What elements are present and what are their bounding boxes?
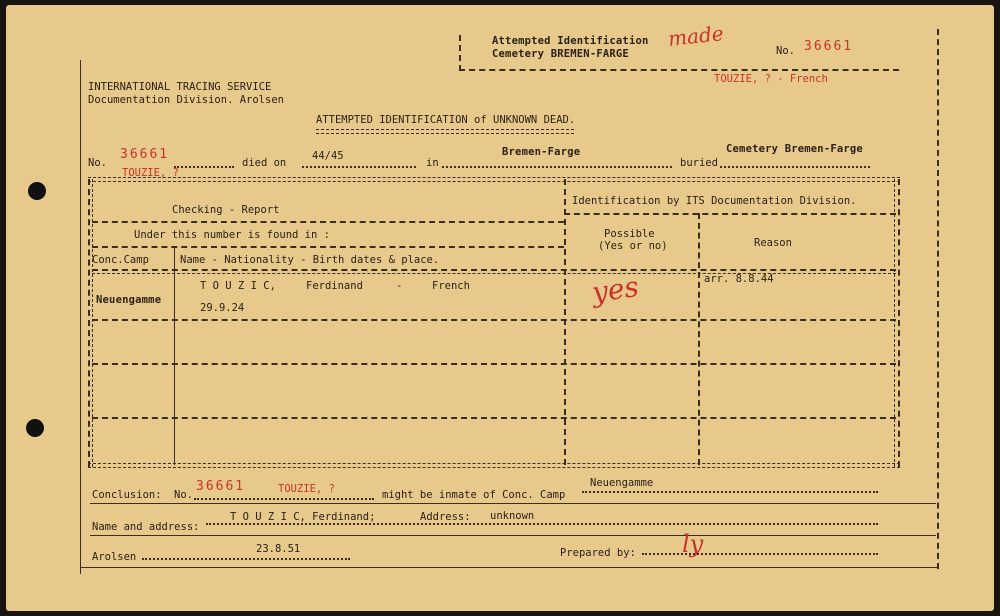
row1-reason: arr. 8.8.44 [704,273,774,285]
buried-place: Cemetery Bremen-Farge [726,143,863,155]
died-row-dots-2 [302,166,416,168]
header-no-value: 36661 [804,39,854,54]
died-row-no-label: No. [88,157,107,169]
name-address-name: T O U Z I C, Ferdinand; [230,511,376,523]
footer-date: 23.8.51 [256,543,301,555]
row1-birth: 29.9.24 [200,302,245,314]
table-bottom-border [88,463,900,468]
address-value: unknown [490,510,535,522]
col-name-header: Name - Nationality - Birth dates & place. [180,254,440,266]
header-box-left-border [459,35,461,71]
row-line-1 [92,319,896,321]
died-row-dots-1 [174,166,234,168]
line-under-identification [564,213,896,215]
died-row-red-name: TOUZIE, ? [122,167,179,179]
punch-hole-bottom [26,419,44,437]
org-line1: INTERNATIONAL TRACING SERVICE [88,81,272,93]
line-under-col-header-2 [92,273,896,274]
title-underline [316,129,574,130]
header-box-line1: Attempted Identification [492,35,649,47]
checking-report-header: Checking - Report [172,204,280,216]
name-address-label: Name and address: [92,521,200,533]
form-title: ATTEMPTED IDENTIFICATION of UNKNOWN DEAD. [316,114,576,126]
row-line-3 [92,417,896,419]
title-underline-2 [316,133,574,134]
divider-possible-reason [698,213,700,465]
identification-header: Identification by ITS Documentation Division. [572,195,857,207]
row1-dash: - [396,280,403,292]
line-under-checking [92,221,564,223]
divider-camp-name [174,247,175,465]
header-no-label: No. [776,45,795,57]
prepared-by-dots [642,553,878,555]
yes-or-no-header: (Yes or no) [598,240,668,252]
row1-nationality: French [432,280,470,292]
conclusion-rule [90,503,936,504]
footer-date-dots [142,558,350,560]
buried-label: buried [680,157,718,169]
footer-place: Arolsen [92,551,137,563]
prepared-by-initials: ly [682,530,704,558]
header-box-line2: Cemetery BREMEN-FARGE [492,48,629,60]
name-address-dots [206,523,878,525]
row1-first-name: Ferdinand [306,280,363,292]
conclusion-text: might be inmate of Conc. Camp [382,489,566,501]
table-top-border [88,177,900,182]
punch-hole-top [28,182,46,200]
footer-rule [80,567,938,568]
conclusion-number: 36661 [196,479,246,494]
row1-possible: yes [589,269,641,310]
conclusion-dots-1 [194,498,374,500]
line-under-col-header [92,269,896,271]
conclusion-camp: Neuengamme [590,477,654,489]
conclusion-dots-2 [582,491,878,493]
index-card [6,5,994,611]
table-right-border [898,179,900,467]
died-row-dots-4 [720,166,870,168]
header-red-name: TOUZIE, ? - French [714,73,828,85]
table-left-border [88,179,90,467]
died-place: Bremen-Farge [502,146,581,158]
died-row-number: 36661 [120,147,170,162]
prepared-by-label: Prepared by: [560,547,636,559]
possible-header: Possible [604,228,655,240]
conclusion-no-label: No. [174,489,193,501]
conclusion-label: Conclusion: [92,489,162,501]
reason-header: Reason [754,237,792,249]
row-line-2 [92,363,896,365]
line-under-under-number [92,246,564,248]
name-address-rule [90,535,936,536]
red-scrawl: made [666,21,725,51]
org-line2: Documentation Division. Arolsen [88,94,284,106]
died-row-dots-3 [442,166,672,168]
header-box-bottom-border [459,69,899,71]
address-label: Address: [420,511,471,523]
form-left-border [80,60,81,574]
row1-camp: Neuengamme [96,294,162,306]
divider-checking-identification [564,179,566,465]
table-right-border-inner [894,179,895,467]
row1-name: T O U Z I C, [200,280,276,292]
header-box-right-border [937,29,939,569]
under-number-header: Under this number is found in : [134,229,330,241]
conclusion-name: TOUZIE, ? [278,483,335,495]
col-camp-header: Conc.Camp [92,254,149,266]
in-label: in [426,157,439,169]
died-on-label: died on [242,157,287,169]
died-date: 44/45 [312,150,344,162]
